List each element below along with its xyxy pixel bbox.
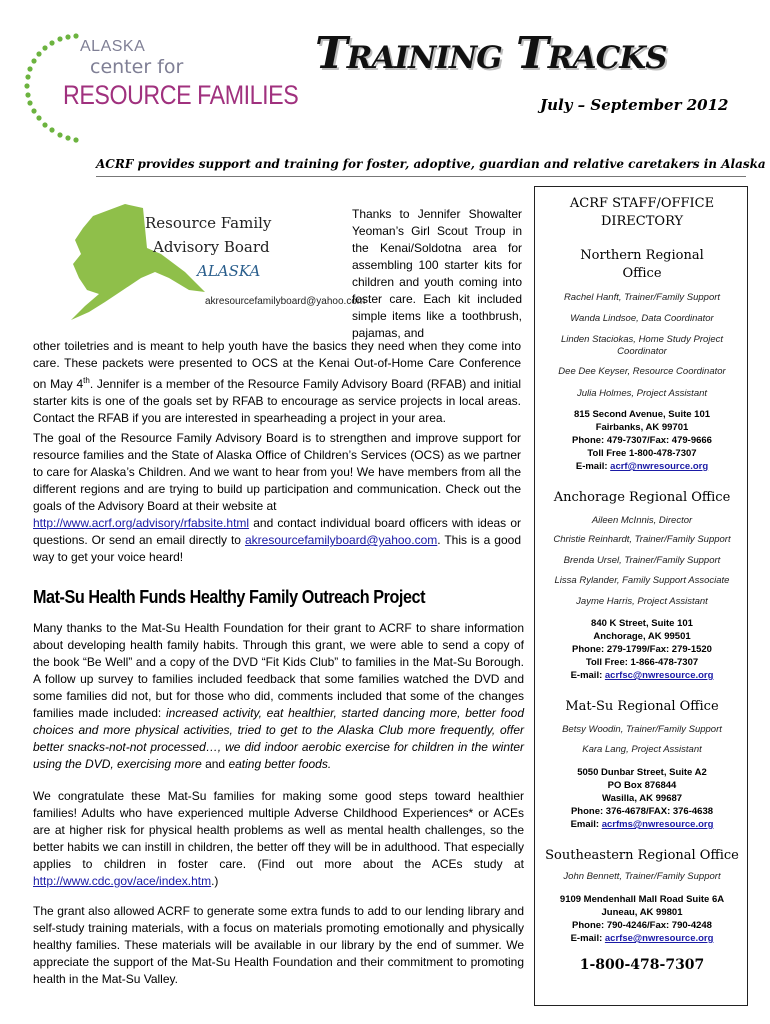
matsu-address: Phone: 376-4678/FAX: 376-4638 xyxy=(570,806,714,817)
cdc-ace-link[interactable]: http://www.cdc.gov/ace/index.htm xyxy=(33,874,212,888)
article1-intro-right: Thanks to Jennifer Showalter Yeoman’s Girl Scout Troup in the Kenai/Soldotna area for assembling 100 starter kits for children and youth coming into foster care. Each kit included simple items like a toothbrush, pajamas, and xyxy=(352,207,522,340)
northern-heading-line1: Northern Regional xyxy=(580,248,704,263)
email-label: E-mail: xyxy=(575,461,611,472)
goal-text-c: . This is a good way to get your voice heard! xyxy=(33,533,521,564)
p1-text-b: and xyxy=(201,757,229,771)
anchorage-address: Anchorage, AK 99501 xyxy=(593,631,691,642)
goal-text-b: and contact individual board officers with ideas or questions. Or send an email directly to xyxy=(33,516,521,547)
matsu-staff: Kara Lang, Project Assistant xyxy=(582,744,702,755)
p1-italic-b: eating better foods. xyxy=(228,757,332,771)
rfab-website-link[interactable]: http://www.acrf.org/advisory/rfabsite.html xyxy=(33,516,250,530)
intro-text-b: . Jennifer is a member of the Resource Family Advisory Board (RFAB) and initial starter kits is one of the goals set by RFAB to encourage as service projects in local areas. Contact the RFAB if you are interested in spearheading a project in your area. xyxy=(33,377,522,425)
intro-text-a: other toiletries and is meant to help youth have the basics they need when they come into care. These packets were presented to OCS at the Kenai Out-of-Home Care Conference on May 4 xyxy=(33,339,521,391)
matsu-address: PO Box 876844 xyxy=(607,780,677,791)
rfab-email: akresourcefamilyboard@yahoo.com xyxy=(205,296,366,307)
newsletter-title: Training Tracks xyxy=(315,28,667,79)
rfab-email-link[interactable]: akresourcefamilyboard@yahoo.com xyxy=(244,533,438,547)
acrf-logo xyxy=(18,28,308,150)
email-label: E-mail: xyxy=(570,933,605,944)
northern-address: Fairbanks, AK 99701 xyxy=(595,422,689,433)
tagline: ACRF provides support and training for foster, adoptive, guardian and relative caretakers in Alaska xyxy=(96,157,766,171)
p2-text-b: .) xyxy=(211,874,219,888)
rfab-logo-image xyxy=(65,198,366,323)
southeastern-email-link[interactable]: acrfse@nwresource.org xyxy=(604,933,714,944)
northern-staff: Coordinator xyxy=(617,346,667,357)
rfab-line3: ALASKA xyxy=(197,262,261,280)
southeastern-heading: Southeastern Regional Office xyxy=(545,848,739,863)
southeastern-email-line xyxy=(535,933,749,946)
article2-paragraph3: The grant also allowed ACRF to generate some extra funds to add to our lending library and self-study training materials, with a focus on materials promoting emotionally and physically healthy families. These materials will be available in our library by the end of summer. We appreciate the support of the Mat-Su Health Foundation and their commitment to promoting health in the Mat-Su Valley. xyxy=(33,904,524,986)
southeastern-address: 9109 Mendenhall Mall Road Suite 6A xyxy=(559,894,725,905)
p2-text-a: We congratulate these Mat-Su families for making some good steps toward healthier families! Adults who have experienced multiple Adverse Childhood Experiences* or ACEs are at higher risk for physical health problems as well as mental health challenges, so the better habits we can instill in children, the better off they will be in adulthood. That especially applies to children in foster care. (Find out more about the ACEs study at xyxy=(33,789,524,871)
anchorage-address: Toll Free: 1-866-478-7307 xyxy=(585,657,699,668)
anchorage-staff: Christie Reinhardt, Trainer/Family Support xyxy=(553,534,731,545)
article2-paragraph2 xyxy=(33,788,524,890)
matsu-heading: Mat-Su Regional Office xyxy=(565,699,719,714)
northern-staff: Dee Dee Keyser, Resource Coordinator xyxy=(558,366,726,377)
anchorage-address: 840 K Street, Suite 101 xyxy=(591,618,693,629)
header-divider xyxy=(96,176,746,177)
anchorage-staff: Aileen McInnis, Director xyxy=(591,515,693,526)
article1-goal xyxy=(33,430,521,566)
matsu-address: 5050 Dunbar Street, Suite A2 xyxy=(577,767,707,778)
northern-staff: Wanda Lindsoe, Data Coordinator xyxy=(570,313,714,324)
masthead xyxy=(315,28,755,88)
northern-address: Toll Free 1-800-478-7307 xyxy=(587,448,697,459)
email-label: Email: xyxy=(570,819,602,830)
rfab-line2: Advisory Board xyxy=(153,238,270,256)
matsu-email-line xyxy=(535,819,749,832)
issue-dates: July – September 2012 xyxy=(540,96,729,114)
northern-heading-line2: Office xyxy=(622,266,662,281)
toll-free-phone: 1-800-478-7307 xyxy=(579,957,705,973)
northern-staff: Linden Staciokas, Home Study Project xyxy=(560,334,724,345)
northern-email-link[interactable]: acrf@nwresource.org xyxy=(610,461,709,472)
northern-email-line xyxy=(535,461,749,474)
anchorage-email-link[interactable]: acrfsc@nwresource.org xyxy=(604,670,714,681)
northern-staff: Julia Holmes, Project Assistant xyxy=(576,388,708,399)
p1-italic-a: increased activity, eat healthier, started dancing more, better food choices and more physical activities, tried to get to the Alaska Club more frequently, offer better snacks-not-not processed…, we did indoor aerobic exercise for children in the winter using the DVD, exercising more xyxy=(33,706,525,771)
northern-staff: Rachel Hanft, Trainer/Family Support xyxy=(563,292,721,303)
anchorage-staff: Brenda Ursel, Trainer/Family Support xyxy=(563,555,721,566)
anchorage-staff: Lissa Rylander, Family Support Associate xyxy=(554,575,730,586)
matsu-staff: Betsy Woodin, Trainer/Family Support xyxy=(562,724,722,735)
intro-sup: th xyxy=(83,376,90,385)
matsu-address: Wasilla, AK 99687 xyxy=(601,793,683,804)
matsu-email-link[interactable]: acrfms@nwresource.org xyxy=(601,819,714,830)
anchorage-email-line xyxy=(535,670,749,683)
anchorage-address: Phone: 279-1799/Fax: 279-1520 xyxy=(572,644,712,655)
staff-directory-sidebar xyxy=(534,186,748,1006)
southeastern-staff: John Bennett, Trainer/Family Support xyxy=(563,871,721,882)
logo-center-for-text: center for xyxy=(90,56,184,78)
article1-intro-full xyxy=(33,338,521,427)
northern-address: Phone: 479-7307/Fax: 479-9666 xyxy=(572,435,712,446)
p1-text-a: Many thanks to the Mat-Su Health Foundation for their grant to ACRF to share information about developing health family habits. Through this grant, we were able to send a copy of the book “Be Well” and a copy of the DVD “Fit Kids Club” to families in the Mat-Su Borough. A follow up survey to families included feedback that some families watched the DVD and some families did not, but for those who did, comments included that some of the changes families made included: xyxy=(33,621,524,720)
southeastern-address: Phone: 790-4246/Fax: 790-4248 xyxy=(572,920,712,931)
anchorage-heading: Anchorage Regional Office xyxy=(553,490,731,505)
anchorage-staff: Jayme Harris, Project Assistant xyxy=(576,596,708,607)
southeastern-address: Juneau, AK 99801 xyxy=(601,907,683,918)
logo-resource-families-text: RESOURCE FAMILIES xyxy=(63,80,299,110)
logo-alaska-text: ALASKA xyxy=(80,38,146,55)
email-label: E-mail: xyxy=(570,670,605,681)
northern-address: 815 Second Avenue, Suite 101 xyxy=(573,409,711,420)
article2-heading: Mat-Su Health Funds Healthy Family Outreach Project xyxy=(33,587,426,607)
article2-paragraph1 xyxy=(33,620,524,773)
directory-title-line2: DIRECTORY xyxy=(600,214,684,229)
directory-title-line1: ACRF STAFF/OFFICE xyxy=(569,196,715,211)
goal-text-a: The goal of the Resource Family Advisory Board is to strengthen and improve support for resource families and the State of Alaska Office of Children’s Services (OCS) as we partner to care for Alaska’s Children. And we want to hear from you! We have members from all the different regions and are trying to build up participation and communication. Check out the goals of the Advisory Board at their website at xyxy=(33,431,521,513)
rfab-line1: Resource Family xyxy=(145,214,272,232)
